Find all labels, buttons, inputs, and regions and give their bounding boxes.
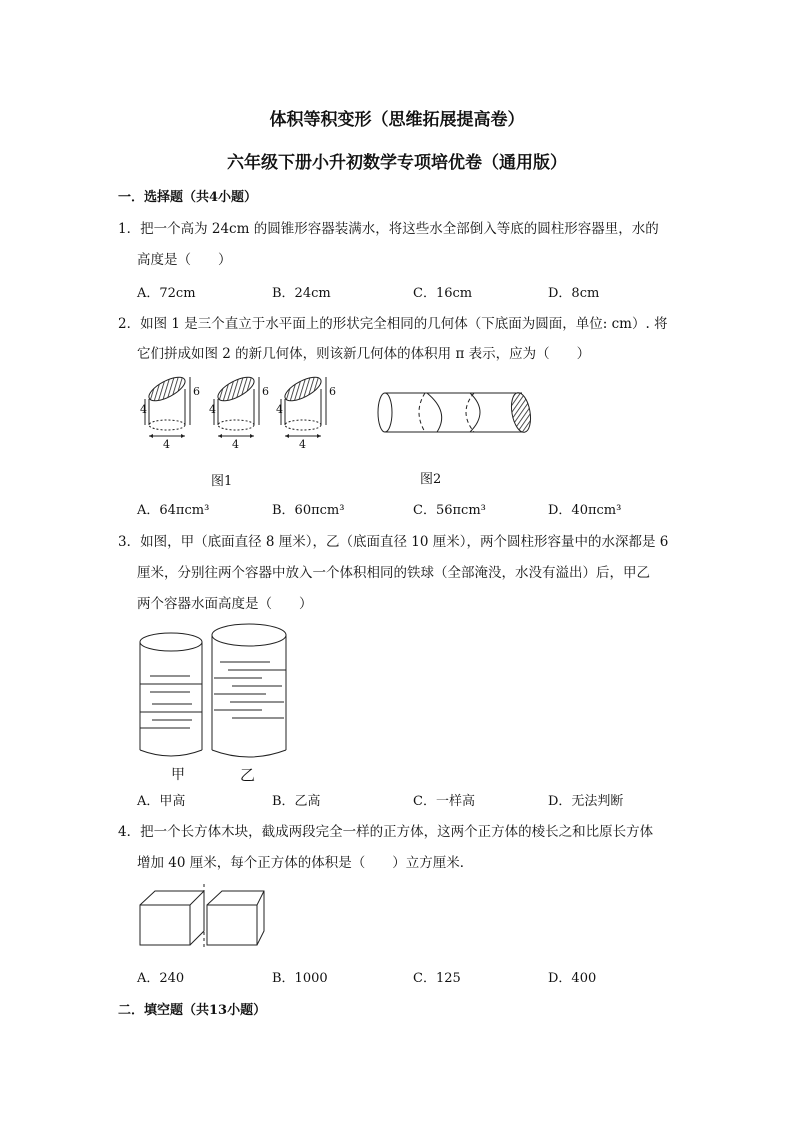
dim-label-tall-3: 6 <box>329 385 336 398</box>
dim-label-height-3: 4 <box>276 403 283 416</box>
q2-option-d: D．40πcm³ <box>548 503 622 518</box>
q2-option-c: C．56πcm³ <box>413 503 486 518</box>
question-1-text-line1: 1．把一个高为 24cm 的圆锥形容器装满水，将这些水全部倒入等底的圆柱形容器里，水的 <box>118 221 659 237</box>
q2-option-a: A．64πcm³ <box>137 503 210 518</box>
q3-option-d: D．无法判断 <box>548 794 624 809</box>
cylinder-solid-3 <box>281 373 326 438</box>
dim-label-height-2: 4 <box>209 403 216 416</box>
q4-option-a: A．240 <box>137 971 185 986</box>
q1-option-b: B．24cm <box>272 286 331 301</box>
dim-label-tall-2: 6 <box>262 385 269 398</box>
question-4-text-line1: 4．把一个长方体木块，截成两段完全一样的正方体，这两个正方体的棱长之和比原长方体 <box>118 824 654 840</box>
dim-label-diameter-3: 4 <box>299 438 306 451</box>
q3-option-a: A．甲高 <box>137 794 186 809</box>
cylinder-solid-1 <box>145 373 190 438</box>
cube-left <box>140 891 204 945</box>
document-subtitle: 六年级下册小升初数学专项培优卷（通用版） <box>227 153 567 173</box>
question-1-text-line2: 高度是（ ） <box>137 252 232 268</box>
q3-option-b: B．乙高 <box>272 794 321 809</box>
dim-label-tall-1: 6 <box>193 385 200 398</box>
document-title: 体积等积变形（思维拓展提高卷） <box>269 110 525 130</box>
q3-option-c: C．一样高 <box>413 794 475 809</box>
q4-option-b: B．1000 <box>272 971 328 986</box>
q1-option-c: C．16cm <box>413 286 473 301</box>
q2-option-b: B．60πcm³ <box>272 503 345 518</box>
q4-option-d: D．400 <box>548 971 597 986</box>
cylinder-solid-2 <box>214 373 259 438</box>
cube-right <box>207 891 264 945</box>
question-3-text-line3: 两个容器水面高度是（ ） <box>137 596 313 612</box>
label-yi: 乙 <box>240 766 256 784</box>
section-heading-choice: 一．选择题（共4小题） <box>118 190 258 205</box>
q1-option-a: A．72cm <box>137 286 196 301</box>
question-4-text-line2: 增加 40 厘米，每个正方体的体积是（ ）立方厘米． <box>137 855 474 871</box>
figure-1-caption: 图1 <box>211 474 233 489</box>
q4-option-c: C．125 <box>413 971 461 986</box>
question-2-text-line1: 2．如图 1 是三个直立于水平面上的形状完全相同的几何体（下底面为圆面，单位: cm）. 将 <box>118 316 668 332</box>
question-3-text-line2: 厘米，分别往两个容器中放入一个体积相同的铁球（全部淹没，水没有溢出）后，甲乙 <box>137 565 650 581</box>
section-heading-fill: 二．填空题（共13小题） <box>118 1003 267 1018</box>
label-jia: 甲 <box>171 767 185 783</box>
dim-label-diameter-2: 4 <box>232 438 239 451</box>
question-2-text-line2: 它们拼成如图 2 的新几何体，则该新几何体的体积用 π 表示，应为（ ） <box>137 346 591 362</box>
figure-2-combined-cylinder <box>378 391 533 434</box>
dim-label-height-1: 4 <box>140 403 147 416</box>
figure-2-caption: 图2 <box>420 472 442 487</box>
dim-label-diameter-1: 4 <box>163 438 170 451</box>
container-yi <box>212 624 286 757</box>
q1-option-d: D．8cm <box>548 286 600 301</box>
question-3-text-line1: 3．如图，甲（底面直径 8 厘米），乙（底面直径 10 厘米），两个圆柱形容量中的水深都是 6 <box>118 534 669 550</box>
container-jia <box>140 633 202 756</box>
